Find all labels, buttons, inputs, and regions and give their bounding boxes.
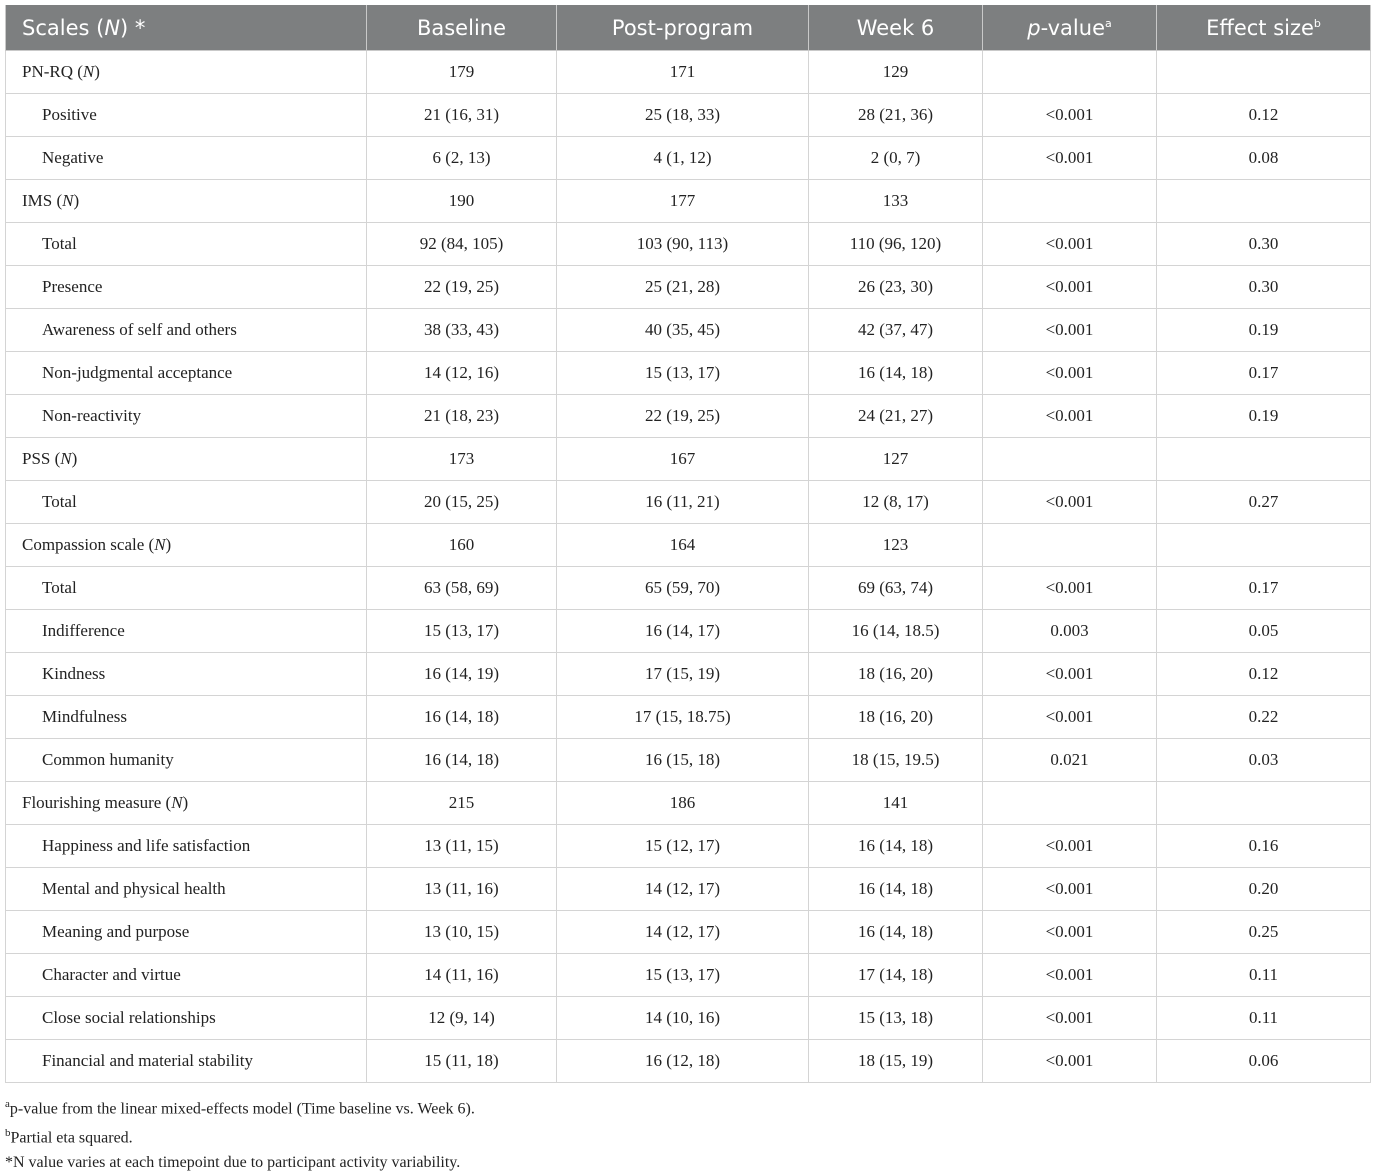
post-program-cell: 25 (18, 33): [557, 94, 809, 137]
effect-size-cell: 0.30: [1157, 223, 1371, 266]
header-post-program: Post-program: [557, 5, 809, 51]
post-program-cell: 4 (1, 12): [557, 137, 809, 180]
post-program-cell: 17 (15, 19): [557, 653, 809, 696]
table-row: [6, 94, 1371, 137]
header-week6: Week 6: [809, 5, 983, 51]
header-baseline: Baseline: [367, 5, 557, 51]
week6-cell: 15 (13, 18): [809, 997, 983, 1040]
row-label: Happiness and life satisfaction: [6, 825, 367, 868]
post-program-cell: 15 (13, 17): [557, 954, 809, 997]
baseline-cell: 16 (14, 18): [367, 739, 557, 782]
effect-size-cell: 0.12: [1157, 94, 1371, 137]
table-row: [6, 438, 1371, 481]
effect-size-cell: [1157, 51, 1371, 94]
header-p-value: p-value$^a$: [983, 5, 1157, 51]
baseline-cell: 38 (33, 43): [367, 309, 557, 352]
row-label: Total: [6, 567, 367, 610]
post-program-cell: 177: [557, 180, 809, 223]
p-value-cell: <0.001: [983, 567, 1157, 610]
week6-cell: 123: [809, 524, 983, 567]
p-value-cell: <0.001: [983, 352, 1157, 395]
post-program-cell: 167: [557, 438, 809, 481]
p-value-cell: <0.001: [983, 954, 1157, 997]
post-program-cell: 22 (19, 25): [557, 395, 809, 438]
p-value-cell: <0.001: [983, 997, 1157, 1040]
table-row: [6, 481, 1371, 524]
p-value-cell: <0.001: [983, 137, 1157, 180]
row-label: Positive: [6, 94, 367, 137]
effect-size-cell: 0.22: [1157, 696, 1371, 739]
row-label: Common humanity: [6, 739, 367, 782]
baseline-cell: 63 (58, 69): [367, 567, 557, 610]
row-label: Mental and physical health: [6, 868, 367, 911]
row-label: Mindfulness: [6, 696, 367, 739]
table-row: [6, 696, 1371, 739]
table-row: [6, 782, 1371, 825]
p-value-cell: <0.001: [983, 395, 1157, 438]
table-row: [6, 954, 1371, 997]
effect-size-cell: 0.11: [1157, 997, 1371, 1040]
baseline-cell: 13 (11, 16): [367, 868, 557, 911]
week6-cell: 12 (8, 17): [809, 481, 983, 524]
row-label: Financial and material stability: [6, 1040, 367, 1083]
p-value-cell: <0.001: [983, 223, 1157, 266]
table-row: [6, 180, 1371, 223]
footnote-star: *N value varies at each timepoint due to participant activity variability.: [5, 1153, 461, 1171]
baseline-cell: 173: [367, 438, 557, 481]
row-label: IMS (N): [6, 180, 367, 223]
row-label: Awareness of self and others: [6, 309, 367, 352]
week6-cell: 16 (14, 18): [809, 825, 983, 868]
p-value-cell: 0.021: [983, 739, 1157, 782]
effect-size-cell: 0.16: [1157, 825, 1371, 868]
row-label: PN-RQ (N): [6, 51, 367, 94]
effect-size-cell: 0.20: [1157, 868, 1371, 911]
baseline-cell: 190: [367, 180, 557, 223]
baseline-cell: 14 (11, 16): [367, 954, 557, 997]
baseline-cell: 215: [367, 782, 557, 825]
baseline-cell: 15 (11, 18): [367, 1040, 557, 1083]
table-row: [6, 997, 1371, 1040]
baseline-cell: 6 (2, 13): [367, 137, 557, 180]
footnotes: [5, 1092, 475, 1175]
week6-cell: 16 (14, 18): [809, 352, 983, 395]
effect-size-cell: [1157, 180, 1371, 223]
post-program-cell: 14 (10, 16): [557, 997, 809, 1040]
post-program-cell: 171: [557, 51, 809, 94]
table-header-row: [6, 5, 1371, 51]
row-label: Total: [6, 223, 367, 266]
p-value-cell: <0.001: [983, 1040, 1157, 1083]
footnote-a: $^a$p-value from the linear mixed-effects model (Time baseline vs. Week 6).: [5, 1098, 475, 1118]
p-value-cell: [983, 51, 1157, 94]
row-label: Character and virtue: [6, 954, 367, 997]
week6-cell: 17 (14, 18): [809, 954, 983, 997]
post-program-cell: 15 (13, 17): [557, 352, 809, 395]
week6-cell: 69 (63, 74): [809, 567, 983, 610]
table-row: [6, 653, 1371, 696]
table-row: [6, 137, 1371, 180]
row-label: Kindness: [6, 653, 367, 696]
week6-cell: 16 (14, 18): [809, 868, 983, 911]
table-row: [6, 825, 1371, 868]
effect-size-cell: 0.03: [1157, 739, 1371, 782]
p-value-cell: <0.001: [983, 825, 1157, 868]
header-scales: Scales (N) *: [6, 5, 367, 51]
week6-cell: 2 (0, 7): [809, 137, 983, 180]
baseline-cell: 21 (18, 23): [367, 395, 557, 438]
footnote-b: $^b$Partial eta squared.: [5, 1127, 133, 1147]
table-row: [6, 309, 1371, 352]
baseline-cell: 179: [367, 51, 557, 94]
baseline-cell: 16 (14, 18): [367, 696, 557, 739]
p-value-cell: [983, 438, 1157, 481]
week6-cell: 141: [809, 782, 983, 825]
p-value-cell: [983, 782, 1157, 825]
results-table: [5, 5, 1371, 1083]
week6-cell: 18 (16, 20): [809, 653, 983, 696]
table-row: [6, 911, 1371, 954]
post-program-cell: 25 (21, 28): [557, 266, 809, 309]
effect-size-cell: 0.19: [1157, 309, 1371, 352]
week6-cell: 28 (21, 36): [809, 94, 983, 137]
post-program-cell: 40 (35, 45): [557, 309, 809, 352]
week6-cell: 18 (15, 19.5): [809, 739, 983, 782]
row-label: Compassion scale (N): [6, 524, 367, 567]
post-program-cell: 103 (90, 113): [557, 223, 809, 266]
baseline-cell: 21 (16, 31): [367, 94, 557, 137]
p-value-cell: [983, 180, 1157, 223]
week6-cell: 127: [809, 438, 983, 481]
baseline-cell: 12 (9, 14): [367, 997, 557, 1040]
table-row: [6, 266, 1371, 309]
p-value-cell: <0.001: [983, 653, 1157, 696]
baseline-cell: 15 (13, 17): [367, 610, 557, 653]
row-label: Non-judgmental acceptance: [6, 352, 367, 395]
row-label: Meaning and purpose: [6, 911, 367, 954]
effect-size-cell: 0.17: [1157, 567, 1371, 610]
baseline-cell: 92 (84, 105): [367, 223, 557, 266]
p-value-cell: 0.003: [983, 610, 1157, 653]
post-program-cell: 14 (12, 17): [557, 911, 809, 954]
effect-size-cell: [1157, 438, 1371, 481]
table-row: [6, 1040, 1371, 1083]
results-table-container: [5, 5, 1370, 1083]
post-program-cell: 16 (11, 21): [557, 481, 809, 524]
post-program-cell: 186: [557, 782, 809, 825]
post-program-cell: 164: [557, 524, 809, 567]
effect-size-cell: 0.06: [1157, 1040, 1371, 1083]
p-value-cell: <0.001: [983, 696, 1157, 739]
post-program-cell: 14 (12, 17): [557, 868, 809, 911]
row-label: Close social relationships: [6, 997, 367, 1040]
p-value-cell: <0.001: [983, 911, 1157, 954]
baseline-cell: 22 (19, 25): [367, 266, 557, 309]
header-effect-size: Effect size$^b$: [1157, 5, 1371, 51]
table-row: [6, 524, 1371, 567]
week6-cell: 18 (16, 20): [809, 696, 983, 739]
baseline-cell: 14 (12, 16): [367, 352, 557, 395]
effect-size-cell: 0.11: [1157, 954, 1371, 997]
baseline-cell: 16 (14, 19): [367, 653, 557, 696]
p-value-cell: <0.001: [983, 481, 1157, 524]
baseline-cell: 160: [367, 524, 557, 567]
row-label: Presence: [6, 266, 367, 309]
week6-cell: 42 (37, 47): [809, 309, 983, 352]
baseline-cell: 13 (10, 15): [367, 911, 557, 954]
post-program-cell: 16 (14, 17): [557, 610, 809, 653]
effect-size-cell: 0.27: [1157, 481, 1371, 524]
effect-size-cell: 0.08: [1157, 137, 1371, 180]
table-row: [6, 739, 1371, 782]
effect-size-cell: 0.19: [1157, 395, 1371, 438]
post-program-cell: 16 (15, 18): [557, 739, 809, 782]
week6-cell: 16 (14, 18): [809, 911, 983, 954]
post-program-cell: 16 (12, 18): [557, 1040, 809, 1083]
p-value-cell: <0.001: [983, 94, 1157, 137]
week6-cell: 26 (23, 30): [809, 266, 983, 309]
row-label: PSS (N): [6, 438, 367, 481]
effect-size-cell: 0.17: [1157, 352, 1371, 395]
week6-cell: 133: [809, 180, 983, 223]
effect-size-cell: 0.25: [1157, 911, 1371, 954]
week6-cell: 129: [809, 51, 983, 94]
baseline-cell: 13 (11, 15): [367, 825, 557, 868]
baseline-cell: 20 (15, 25): [367, 481, 557, 524]
week6-cell: 18 (15, 19): [809, 1040, 983, 1083]
table-row: [6, 223, 1371, 266]
table-row: [6, 610, 1371, 653]
table-row: [6, 352, 1371, 395]
table-row: [6, 868, 1371, 911]
table-row: [6, 567, 1371, 610]
effect-size-cell: 0.05: [1157, 610, 1371, 653]
effect-size-cell: 0.12: [1157, 653, 1371, 696]
effect-size-cell: [1157, 524, 1371, 567]
week6-cell: 24 (21, 27): [809, 395, 983, 438]
post-program-cell: 15 (12, 17): [557, 825, 809, 868]
post-program-cell: 65 (59, 70): [557, 567, 809, 610]
effect-size-cell: 0.30: [1157, 266, 1371, 309]
post-program-cell: 17 (15, 18.75): [557, 696, 809, 739]
p-value-cell: <0.001: [983, 309, 1157, 352]
row-label: Total: [6, 481, 367, 524]
p-value-cell: <0.001: [983, 266, 1157, 309]
row-label: Non-reactivity: [6, 395, 367, 438]
week6-cell: 110 (96, 120): [809, 223, 983, 266]
row-label: Flourishing measure (N): [6, 782, 367, 825]
week6-cell: 16 (14, 18.5): [809, 610, 983, 653]
table-row: [6, 395, 1371, 438]
effect-size-cell: [1157, 782, 1371, 825]
table-row: [6, 51, 1371, 94]
p-value-cell: [983, 524, 1157, 567]
row-label: Negative: [6, 137, 367, 180]
row-label: Indifference: [6, 610, 367, 653]
p-value-cell: <0.001: [983, 868, 1157, 911]
table-body: [6, 51, 1371, 1083]
